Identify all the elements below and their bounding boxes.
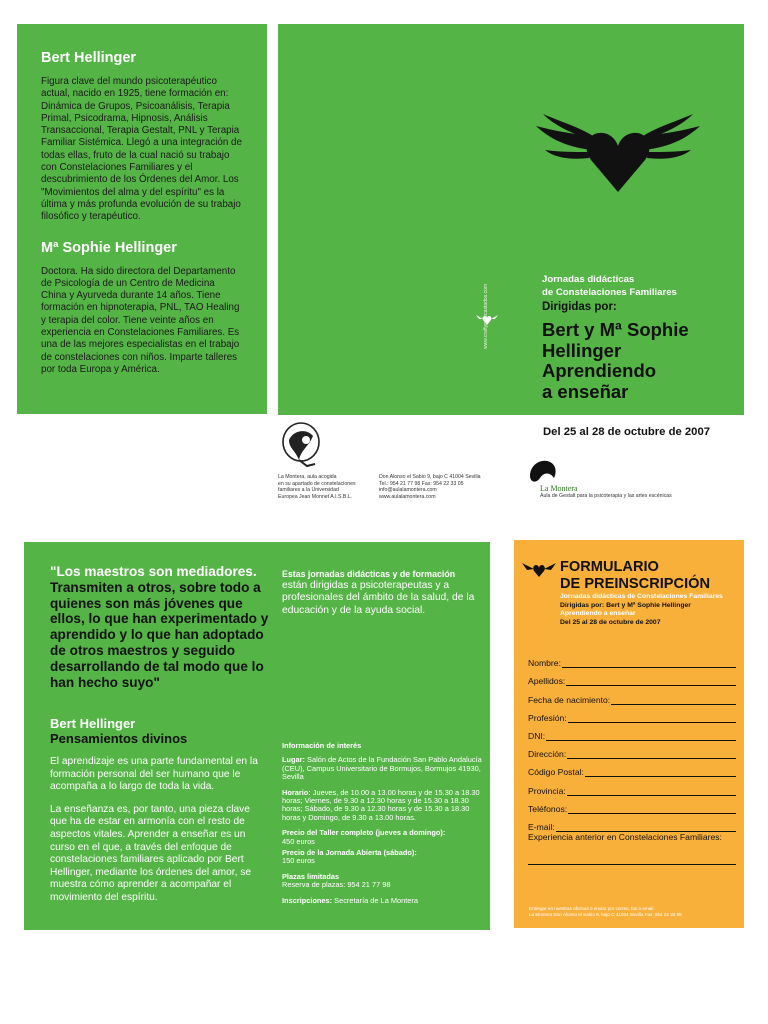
la-montera-seal-logo xyxy=(279,420,325,470)
field-line[interactable] xyxy=(568,806,736,814)
field-label: Apellidos: xyxy=(528,676,566,687)
info-label: Lugar: xyxy=(282,755,305,765)
field-label: Código Postal: xyxy=(528,767,584,778)
info-block xyxy=(282,742,482,912)
bert-heading: Bert Hellinger xyxy=(41,50,137,66)
cover-title-line: Aprendiendo xyxy=(542,360,657,381)
cover-title xyxy=(542,320,689,402)
field-label: Teléfonos: xyxy=(528,803,568,814)
address-line: Tel.: 954 21 77 98 Fax: 954 22 33 05 xyxy=(379,480,464,487)
registration-form-panel xyxy=(514,540,744,928)
la-montera-tagline: Aula de Gestalt para la psicoterapia y las artes escénicas xyxy=(540,493,672,499)
audience-text: están dirigidas a psicoterapeutas y a profesionales del ámbito de la salud, de la educación y de la ayuda social. xyxy=(282,580,475,616)
quote-body: Transmiten a otros, sobre todo a quienes son más jóvenes que ellos, lo que han experimentado y aprendido y lo que han adoptado de otros maestros y seguido desarrollando de tal modo que lo han hecho suyo" xyxy=(50,579,269,690)
address-line: Europea Jean Monnet A.I.S.B.L. xyxy=(278,493,353,500)
experiencia-line[interactable] xyxy=(528,851,736,865)
address-line: Don Alonso el Sabio 9, bajo C 41004 Sevilla xyxy=(379,474,481,480)
address-block-1 xyxy=(278,474,378,500)
info-value: Jueves, de 10.00 a 13.00 horas y de 15.30 a 18.30 horas; Viernes, de 9.30 a 12.30 horas y de 15.30 a 18.30 horas; Sábado, de 9.30 a 12.30 horas y de 15.30 a 18.30 horas y Domingo, de 9.30 a 13.00 horas. xyxy=(282,787,480,822)
cover-subtitle-line: de Constelaciones Familiares xyxy=(542,286,677,298)
winged-heart-icon xyxy=(533,114,703,194)
field-label: Provincia: xyxy=(528,785,566,796)
form-subtitle-line: Dirigidas por: Bert y Mª Sophie Hellinger xyxy=(560,601,691,609)
info-value: 150 euros xyxy=(282,856,315,866)
form-subtitle xyxy=(560,593,723,627)
address-line: La Montera, aula acogida xyxy=(278,474,337,480)
info-lugar xyxy=(282,756,482,781)
direccion-field[interactable] xyxy=(528,741,736,759)
info-label: Plazas limitadas xyxy=(282,871,340,881)
field-label: Fecha de nacimiento: xyxy=(528,694,611,705)
address-line: en su apartado de constelaciones xyxy=(278,480,356,487)
la-montera-name: La Montera xyxy=(540,484,578,493)
quote-author xyxy=(50,716,187,746)
field-line[interactable] xyxy=(556,824,736,832)
form-subtitle-line: Aprendiendo a enseñar xyxy=(560,610,636,618)
email-link[interactable]: info@aulalamontera.com xyxy=(379,487,437,494)
form-footer xyxy=(529,906,682,919)
provincia-field[interactable] xyxy=(528,777,736,795)
profesion-field[interactable] xyxy=(528,705,736,723)
description-paragraph: El aprendizaje es una parte fundamental en la formación personal del ser humano que le acompaña a lo largo de toda la vida. xyxy=(50,756,258,793)
cover-title-line: Bert y Mª Sophie xyxy=(542,319,689,340)
form-title xyxy=(560,559,710,592)
form-fields xyxy=(528,650,736,865)
field-label: E-mail: xyxy=(528,821,555,832)
info-plazas xyxy=(282,873,482,890)
la-montera-hat-logo xyxy=(528,458,558,486)
winged-heart-icon xyxy=(522,562,556,578)
field-label: Profesión: xyxy=(528,712,567,723)
info-heading: Información de interés xyxy=(282,741,362,750)
quote-highlight: "Los maestros son mediadores. xyxy=(50,564,257,579)
sophie-heading: Mª Sophie Hellinger xyxy=(41,239,177,256)
description-paragraph: La enseñanza es, por tanto, una pieza clave que ha de estar en armonía con el resto de aspectos vitales. Aprender a enseñar es un curso en el que, a través del enfoque de constelaciones familiares aplicado por Bert Hellinger, mediante los órdenes del amor, se muestra cómo aprender a acompañar el movimiento del espíritu. xyxy=(50,803,252,903)
experiencia-field[interactable] xyxy=(528,832,736,851)
info-value: Reserva de plazas: 954 21 77 98 xyxy=(282,880,391,890)
field-line[interactable] xyxy=(611,697,736,705)
cover-title-line: a enseñar xyxy=(542,380,629,402)
info-label: Inscripciones: xyxy=(282,895,333,905)
address-line: familiares a la Universidad xyxy=(278,487,339,494)
field-label: Nombre: xyxy=(528,658,561,669)
field-line[interactable] xyxy=(562,660,736,668)
field-label: Dirección: xyxy=(528,749,567,760)
field-line[interactable] xyxy=(568,715,736,723)
course-description xyxy=(50,756,268,905)
form-subtitle-line: Del 25 al 28 de octubre de 2007 xyxy=(560,618,661,626)
vertical-url: www.craftyouarcastados.com xyxy=(483,283,489,349)
nombre-field[interactable] xyxy=(528,650,736,668)
info-precio-taller xyxy=(282,829,482,846)
directed-by: Dirigidas por: xyxy=(542,301,617,313)
form-title-line: DE PREINSCRIPCIÓN xyxy=(560,575,711,592)
quote-book-title: Pensamientos divinos xyxy=(50,731,188,746)
field-line[interactable] xyxy=(567,751,736,759)
cover-subtitle-line: Jornadas didácticas xyxy=(542,274,635,285)
sophie-bio-text: Doctora. Ha sido directora del Departamento de Psicología de un Centro de Medicina China y Ayurveda durante 14 años. Tiene formación en hipnoterapia, PNL, TAO Healing y terapia del color. Tiene veinte años en experiencia en Constelaciones Familiares. Es una de las mejores especialistas en el trabajo de constelaciones con niños. Imparte talleres por toda Europa y América. xyxy=(41,265,240,375)
form-footer-line: Entregar en nuestras oficinas o enviar por correo, fax o email. xyxy=(529,906,655,911)
info-label: Horario: xyxy=(282,787,311,797)
info-inscripciones xyxy=(282,897,482,905)
info-label: Precio de la Jornada Abierta (sábado): xyxy=(282,848,417,858)
field-line[interactable] xyxy=(566,678,736,686)
info-value: Secretaría de La Montera xyxy=(332,895,418,905)
field-label: Experiencia anterior en Constelaciones Familiares: xyxy=(528,831,722,842)
address-block-2 xyxy=(379,474,509,500)
info-value: Salón de Actos de la Fundación San Pablo Andalucía (CEU), Campus Universitario de Bormujos, Bormujos 41930, Sevilla xyxy=(282,755,482,782)
hellinger-quote xyxy=(50,564,270,690)
info-value: 450 euros xyxy=(282,836,315,846)
field-line[interactable] xyxy=(546,733,736,741)
apellidos-field[interactable] xyxy=(528,668,736,686)
cover-subtitle xyxy=(542,274,677,299)
form-footer-line: La Montera Don Alonso el Sabio 9, bajo C 41004 Sevilla Fax: 954 22 33 05 xyxy=(529,912,682,918)
info-precio-jornada xyxy=(282,849,482,866)
website-link[interactable]: www.aulalamontera.com xyxy=(379,493,436,500)
cover-panel xyxy=(278,24,744,415)
quote-author-name: Bert Hellinger xyxy=(50,716,136,731)
fecha-nacimiento-field[interactable] xyxy=(528,686,736,704)
audience-heading: Estas jornadas didácticas y de formación xyxy=(282,569,456,579)
field-line[interactable] xyxy=(567,788,736,796)
telefonos-field[interactable] xyxy=(528,796,736,814)
dni-field[interactable] xyxy=(528,723,736,741)
form-title-line: FORMULARIO xyxy=(560,559,659,575)
field-line[interactable] xyxy=(585,769,736,777)
biography-panel xyxy=(17,24,267,414)
info-label: Precio del Taller completo (jueves a domingo): xyxy=(282,828,446,838)
quote-panel xyxy=(24,542,490,930)
audience-block xyxy=(282,568,482,617)
info-horario xyxy=(282,789,482,823)
codigo-postal-field[interactable] xyxy=(528,759,736,777)
event-dates: Del 25 al 28 de octubre de 2007 xyxy=(543,426,711,438)
email-field[interactable] xyxy=(528,814,736,832)
cover-title-line: Hellinger xyxy=(542,339,622,361)
bert-bio-text: Figura clave del mundo psicoterapéutico actual, nacido en 1925, tiene formación en: Dinámica de Grupos, Psicoanálisis, Terapia Primal, Psicodrama, Hipnosis, Análisis Transaccional, Terapia Gestalt, PNL y Terapia Familiar Sistémica. Llegó a una integración de todas ellas, fruto de la cual nació su trabajo con Constelaciones Familiares y el descubrimiento de los Órdenes del Amor. Los "Movimientos del alma y del espíritu" es la última y más profunda evolución de su trabajo filosófico y terapéutico. xyxy=(41,76,242,223)
field-label: DNI: xyxy=(528,730,546,741)
form-subtitle-line: Jornadas didácticas de Constelaciones Familiares xyxy=(560,593,723,600)
